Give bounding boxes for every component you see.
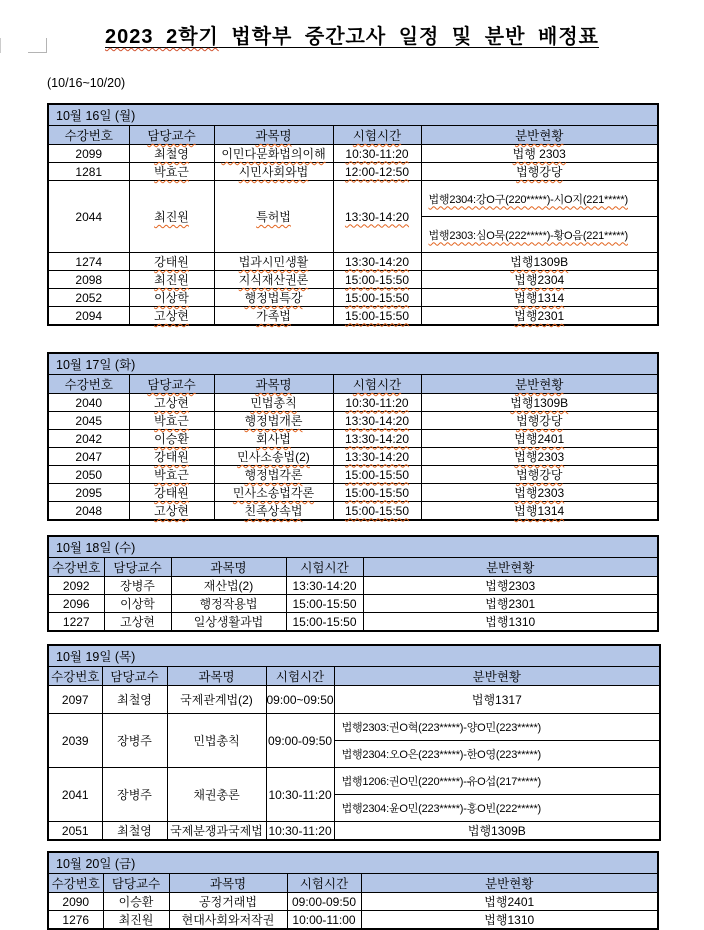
cell-exam-time: 15:00-15:50 bbox=[333, 289, 421, 307]
cell-exam-time: 15:00-15:50 bbox=[333, 271, 421, 289]
cell-room: 법행2401 bbox=[361, 893, 658, 911]
cell-exam-time: 15:00-15:50 bbox=[333, 502, 421, 521]
cell-professor: 최진원 bbox=[103, 911, 169, 930]
page-title bbox=[0, 20, 704, 49]
cell-course-no: 1281 bbox=[48, 163, 129, 181]
page-margin-mark-left bbox=[0, 38, 1, 53]
cell-subject: 재산법(2) bbox=[171, 577, 286, 595]
room-split-line: 법행2304:강O구(220*****)-시O지(221*****) bbox=[428, 193, 628, 206]
cell-exam-time: 09:00-09:50 bbox=[287, 893, 361, 911]
cell-course-no: 2052 bbox=[48, 289, 129, 307]
cell-room: 법행2303 bbox=[421, 448, 658, 466]
cell-exam-time: 13:30-14:20 bbox=[333, 253, 421, 271]
cell-course-no: 1276 bbox=[48, 911, 103, 930]
cell-professor: 최철영 bbox=[102, 822, 167, 841]
cell-exam-time: 09:00~09:50 bbox=[266, 686, 334, 714]
cell-exam-time: 15:00-15:50 bbox=[286, 613, 363, 632]
cell-professor: 이승환 bbox=[103, 893, 169, 911]
room-split-line: 법행2303:심O묵(222*****)-황O음(221*****) bbox=[422, 216, 658, 252]
cell-subject: 법과시민생활 bbox=[214, 253, 333, 271]
cell-exam-time: 13:30-14:20 bbox=[333, 181, 421, 253]
cell-course-no: 2040 bbox=[48, 394, 129, 412]
table-row bbox=[48, 394, 658, 412]
cell-room-split bbox=[334, 768, 660, 822]
cell-course-no: 1274 bbox=[48, 253, 129, 271]
cell-exam-time: 10:30-11:20 bbox=[333, 145, 421, 163]
cell-course-no: 2096 bbox=[48, 595, 104, 613]
page-margin-mark-vertical bbox=[46, 38, 47, 53]
cell-subject: 지식재산권론 bbox=[214, 271, 333, 289]
cell-room: 법행1309B bbox=[421, 394, 658, 412]
column-header: 수강번호 bbox=[48, 874, 103, 893]
column-header: 분반현황 bbox=[363, 558, 658, 577]
cell-professor: 최철영 bbox=[102, 686, 167, 714]
cell-room: 법행2303 bbox=[421, 484, 658, 502]
cell-course-no: 2097 bbox=[48, 686, 102, 714]
table-row bbox=[48, 289, 658, 307]
cell-exam-time: 15:00-15:50 bbox=[333, 484, 421, 502]
exam-tables-container bbox=[0, 103, 704, 930]
column-header: 시험시간 bbox=[286, 558, 363, 577]
cell-professor: 장병주 bbox=[102, 768, 167, 822]
cell-professor: 고상현 bbox=[129, 307, 214, 326]
column-header: 분반현황 bbox=[361, 874, 658, 893]
cell-exam-time: 13:30-14:20 bbox=[333, 430, 421, 448]
cell-room-split bbox=[421, 181, 658, 253]
column-header: 수강번호 bbox=[48, 126, 129, 145]
table-row bbox=[48, 412, 658, 430]
cell-professor: 고상현 bbox=[104, 613, 171, 632]
cell-room: 법행1317 bbox=[334, 686, 660, 714]
cell-professor: 박효근 bbox=[129, 466, 214, 484]
table-row bbox=[48, 271, 658, 289]
cell-subject: 가족법 bbox=[214, 307, 333, 326]
column-header: 시험시간 bbox=[333, 375, 421, 394]
column-header: 시험시간 bbox=[333, 126, 421, 145]
table-row bbox=[48, 307, 658, 326]
cell-course-no: 2042 bbox=[48, 430, 129, 448]
day-header: 10월 16일 (월) bbox=[48, 104, 658, 126]
cell-professor: 이승환 bbox=[129, 430, 214, 448]
table-row bbox=[48, 714, 660, 768]
cell-subject: 행정법개론 bbox=[214, 412, 333, 430]
column-header: 수강번호 bbox=[48, 558, 104, 577]
cell-subject: 현대사회와저작권 bbox=[169, 911, 287, 930]
cell-room: 법행강당 bbox=[421, 163, 658, 181]
exam-table bbox=[47, 535, 659, 632]
cell-room: 법행강당 bbox=[421, 466, 658, 484]
cell-professor: 박효근 bbox=[129, 412, 214, 430]
cell-room: 법행2301 bbox=[363, 595, 658, 613]
cell-professor: 박효근 bbox=[129, 163, 214, 181]
cell-exam-time: 12:00-12:50 bbox=[333, 163, 421, 181]
column-header: 과목명 bbox=[171, 558, 286, 577]
cell-exam-time: 10:30-11:20 bbox=[333, 394, 421, 412]
cell-course-no: 2047 bbox=[48, 448, 129, 466]
cell-room: 법행1309B bbox=[334, 822, 660, 841]
cell-subject: 국제관계법(2) bbox=[167, 686, 266, 714]
page-margin-mark-horizontal bbox=[28, 52, 47, 53]
cell-room: 법행1310 bbox=[361, 911, 658, 930]
cell-course-no: 2041 bbox=[48, 768, 102, 822]
table-row bbox=[48, 613, 658, 632]
table-row bbox=[48, 822, 660, 841]
cell-room: 법행1309B bbox=[421, 253, 658, 271]
cell-subject: 특허법 bbox=[214, 181, 333, 253]
room-split-line: 법행1206:권O민(220*****)-유O섭(217*****) bbox=[341, 776, 542, 788]
cell-professor: 이상학 bbox=[104, 595, 171, 613]
cell-room: 법행 2303 bbox=[421, 145, 658, 163]
column-header: 시험시간 bbox=[266, 667, 334, 686]
column-header: 담당교수 bbox=[129, 375, 214, 394]
cell-room: 법행2301 bbox=[421, 307, 658, 326]
cell-subject: 민법총칙 bbox=[167, 714, 266, 768]
day-header: 10월 18일 (수) bbox=[48, 536, 658, 558]
table-row bbox=[48, 484, 658, 502]
cell-subject: 국제분쟁과국제법 bbox=[167, 822, 266, 841]
room-split-line: 법행2304:오O은(223*****)-한O영(223*****) bbox=[335, 740, 660, 767]
cell-subject: 채권총론 bbox=[167, 768, 266, 822]
cell-course-no: 2050 bbox=[48, 466, 129, 484]
cell-room: 법행1314 bbox=[421, 289, 658, 307]
cell-exam-time: 10:30-11:20 bbox=[266, 768, 334, 822]
room-split-line: 법행2303:권O혁(223*****)-양O민(223*****) bbox=[341, 722, 542, 734]
cell-subject: 이민다문화법의이해 bbox=[214, 145, 333, 163]
column-header: 수강번호 bbox=[48, 375, 129, 394]
cell-professor: 강태원 bbox=[129, 253, 214, 271]
column-header: 과목명 bbox=[169, 874, 287, 893]
column-header: 수강번호 bbox=[48, 667, 102, 686]
table-row bbox=[48, 768, 660, 822]
cell-professor: 최진원 bbox=[129, 181, 214, 253]
column-header: 분반현황 bbox=[334, 667, 660, 686]
cell-course-no: 2095 bbox=[48, 484, 129, 502]
cell-professor: 최철영 bbox=[129, 145, 214, 163]
cell-course-no: 2051 bbox=[48, 822, 102, 841]
cell-course-no: 2045 bbox=[48, 412, 129, 430]
column-header: 담당교수 bbox=[102, 667, 167, 686]
page-title-semester: 2023 2학기 bbox=[105, 26, 219, 48]
cell-professor: 고상현 bbox=[129, 394, 214, 412]
column-header: 과목명 bbox=[167, 667, 266, 686]
table-row bbox=[48, 686, 660, 714]
table-row bbox=[48, 893, 658, 911]
cell-subject: 회사법 bbox=[214, 430, 333, 448]
exam-table bbox=[47, 851, 659, 930]
cell-room-split bbox=[334, 714, 660, 768]
cell-subject: 행정법특강 bbox=[214, 289, 333, 307]
table-row bbox=[48, 181, 658, 253]
cell-subject: 행정작용법 bbox=[171, 595, 286, 613]
table-row bbox=[48, 466, 658, 484]
cell-course-no: 2039 bbox=[48, 714, 102, 768]
table-row bbox=[48, 145, 658, 163]
cell-subject: 민사소송법(2) bbox=[214, 448, 333, 466]
cell-exam-time: 10:00-11:00 bbox=[287, 911, 361, 930]
cell-exam-time: 13:30-14:20 bbox=[333, 448, 421, 466]
cell-exam-time: 09:00-09:50 bbox=[266, 714, 334, 768]
cell-course-no: 2098 bbox=[48, 271, 129, 289]
table-row bbox=[48, 911, 658, 930]
cell-room: 법행2303 bbox=[363, 577, 658, 595]
cell-professor: 이상학 bbox=[129, 289, 214, 307]
cell-room: 법행2401 bbox=[421, 430, 658, 448]
cell-subject: 민사소송법각론 bbox=[214, 484, 333, 502]
column-header: 분반현황 bbox=[421, 375, 658, 394]
cell-subject: 일상생활과법 bbox=[171, 613, 286, 632]
cell-exam-time: 13:30-14:20 bbox=[333, 412, 421, 430]
cell-professor: 장병주 bbox=[102, 714, 167, 768]
cell-exam-time: 15:00-15:50 bbox=[333, 307, 421, 326]
day-header: 10월 19일 (목) bbox=[48, 645, 660, 667]
cell-professor: 장병주 bbox=[104, 577, 171, 595]
date-range: (10/16~10/20) bbox=[47, 76, 126, 90]
table-row bbox=[48, 595, 658, 613]
column-header: 시험시간 bbox=[287, 874, 361, 893]
column-header: 과목명 bbox=[214, 126, 333, 145]
cell-exam-time: 13:30-14:20 bbox=[286, 577, 363, 595]
cell-subject: 친족상속법 bbox=[214, 502, 333, 521]
exam-table bbox=[47, 352, 659, 521]
cell-professor: 강태원 bbox=[129, 448, 214, 466]
cell-professor: 강태원 bbox=[129, 484, 214, 502]
column-header: 담당교수 bbox=[129, 126, 214, 145]
day-header: 10월 20일 (금) bbox=[48, 852, 658, 874]
table-row bbox=[48, 502, 658, 521]
table-row bbox=[48, 577, 658, 595]
table-row bbox=[48, 448, 658, 466]
cell-room: 법행강당 bbox=[421, 412, 658, 430]
cell-course-no: 2094 bbox=[48, 307, 129, 326]
cell-room: 법행1314 bbox=[421, 502, 658, 521]
column-header: 과목명 bbox=[214, 375, 333, 394]
column-header: 담당교수 bbox=[103, 874, 169, 893]
table-row bbox=[48, 253, 658, 271]
exam-table bbox=[47, 644, 661, 841]
cell-course-no: 2099 bbox=[48, 145, 129, 163]
cell-exam-time: 10:30-11:20 bbox=[266, 822, 334, 841]
cell-subject: 민법총칙 bbox=[214, 394, 333, 412]
column-header: 담당교수 bbox=[104, 558, 171, 577]
cell-exam-time: 15:00-15:50 bbox=[286, 595, 363, 613]
cell-professor: 최진원 bbox=[129, 271, 214, 289]
exam-table bbox=[47, 103, 659, 326]
cell-course-no: 2092 bbox=[48, 577, 104, 595]
cell-course-no: 1227 bbox=[48, 613, 104, 632]
room-split-line: 법행2304:윤O민(223*****)-홍O빈(222*****) bbox=[335, 794, 660, 821]
cell-room: 법행1310 bbox=[363, 613, 658, 632]
cell-subject: 시민사회와법 bbox=[214, 163, 333, 181]
day-header: 10월 17일 (화) bbox=[48, 353, 658, 375]
cell-course-no: 2090 bbox=[48, 893, 103, 911]
cell-exam-time: 15:00-15:50 bbox=[333, 466, 421, 484]
cell-subject: 공정거래법 bbox=[169, 893, 287, 911]
page-title-rest: 법학부 중간고사 일정 및 분반 배정표 bbox=[218, 26, 599, 48]
cell-course-no: 2044 bbox=[48, 181, 129, 253]
cell-course-no: 2048 bbox=[48, 502, 129, 521]
cell-subject: 행정법각론 bbox=[214, 466, 333, 484]
cell-room: 법행2304 bbox=[421, 271, 658, 289]
column-header: 분반현황 bbox=[421, 126, 658, 145]
table-row bbox=[48, 430, 658, 448]
document-page bbox=[0, 20, 704, 927]
cell-professor: 고상현 bbox=[129, 502, 214, 521]
table-row bbox=[48, 163, 658, 181]
